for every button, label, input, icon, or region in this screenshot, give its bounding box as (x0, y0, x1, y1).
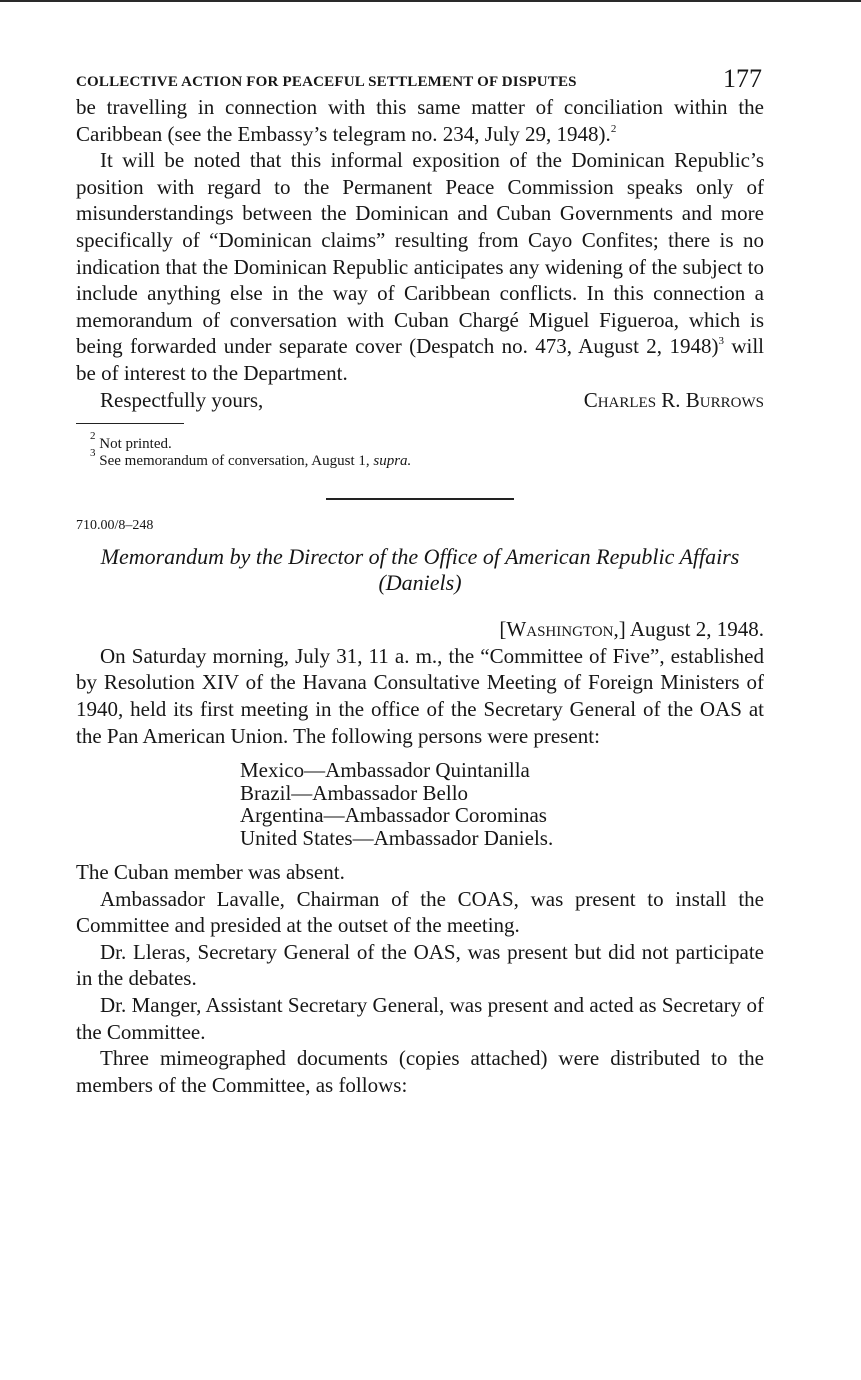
dateline-place: Washington, (506, 617, 619, 642)
footnote-ref-3: 3 (718, 335, 724, 348)
dateline: [Washington,] August 2, 1948. (499, 617, 764, 642)
page-top-rule (0, 0, 861, 2)
memo-paragraph-1: On Saturday morning, July 31, 11 a. m., the “Committee of Five”, established by Resolution XIV of the Havana Consultative Meeting of Foreign Ministers of 1940, held its first meeting in the office of the Secretary General of the OAS at the Pan American Union. The following persons were present: (76, 643, 764, 748)
footnote-rule (76, 423, 184, 424)
closing: Respectfully yours, (100, 387, 264, 412)
page-number: 177 (723, 64, 762, 93)
memo-paragraph-4: Dr. Lleras, Secretary General of the OAS, was present but did not participate in the debates. (76, 939, 764, 991)
memo-paragraph-3: Ambassador Lavalle, Chairman of the COAS, was present to install the Committee and presided at the outset of the meeting. (76, 886, 764, 938)
memo-paragraph-5: Dr. Manger, Assistant Secretary General, was present and acted as Secretary of the Committee. (76, 993, 764, 1044)
document-page (76, 62, 764, 1098)
list-item: Mexico—Ambassador Quintanilla (240, 758, 530, 783)
attendee-list (240, 759, 764, 849)
memo-paragraph-2: The Cuban member was absent. (76, 860, 345, 885)
dateline-date: August 2, 1948. (629, 617, 764, 642)
footnotes (76, 430, 764, 470)
signature: Charles R. Burrows (583, 387, 764, 412)
letter-paragraph-1: be travelling in connection with this same matter of conciliation within the Caribbean (see the Embassy’s telegram no. 234, July 29, 1948).$^2$ (76, 95, 764, 146)
running-title: COLLECTIVE ACTION FOR PEACEFUL SETTLEMENT OF DISPUTES (76, 74, 577, 90)
memo-paragraph-6: Three mimeographed documents (copies attached) were distributed to the members of the Committee, as follows: (76, 1046, 764, 1097)
list-item: Brazil—Ambassador Bello (240, 780, 469, 805)
letter-paragraph-2: It will be noted that this informal exposition of the Dominican Republic’s position with regard to the Permanent Peace Commission speaks only of misunderstandings between the Dominican and Cuban Governments and more specifically of “Dominican claims” resulting from Cayo Confites; there is no indication that the Dominican Republic anticipates any widening of the subject to include anything else in the way of Caribbean conflicts. In this connection a memorandum of conversation with Cuban Chargé Miguel Figueroa, which is being forwarded under separate cover (Despatch no. 473, August 2, 1948)$^3$ will be of interest to the Department. (76, 148, 764, 385)
footnote-ref-2: 2 (610, 122, 617, 135)
list-item: Argentina—Ambassador Corominas (240, 803, 547, 828)
footnote-3: $^3$ See memorandum of conversation, August 1, supra. (90, 447, 412, 470)
running-header (76, 62, 764, 94)
memo-title: Memorandum by the Director of the Office of American Republic Affairs (Daniels) (100, 544, 740, 596)
letter-signoff (76, 387, 764, 414)
footnote-2: $^2$ Not printed. (90, 430, 172, 453)
section-separator (326, 498, 514, 500)
file-reference: 710.00/8–248 (76, 518, 154, 534)
list-item: United States—Ambassador Daniels. (240, 825, 554, 850)
